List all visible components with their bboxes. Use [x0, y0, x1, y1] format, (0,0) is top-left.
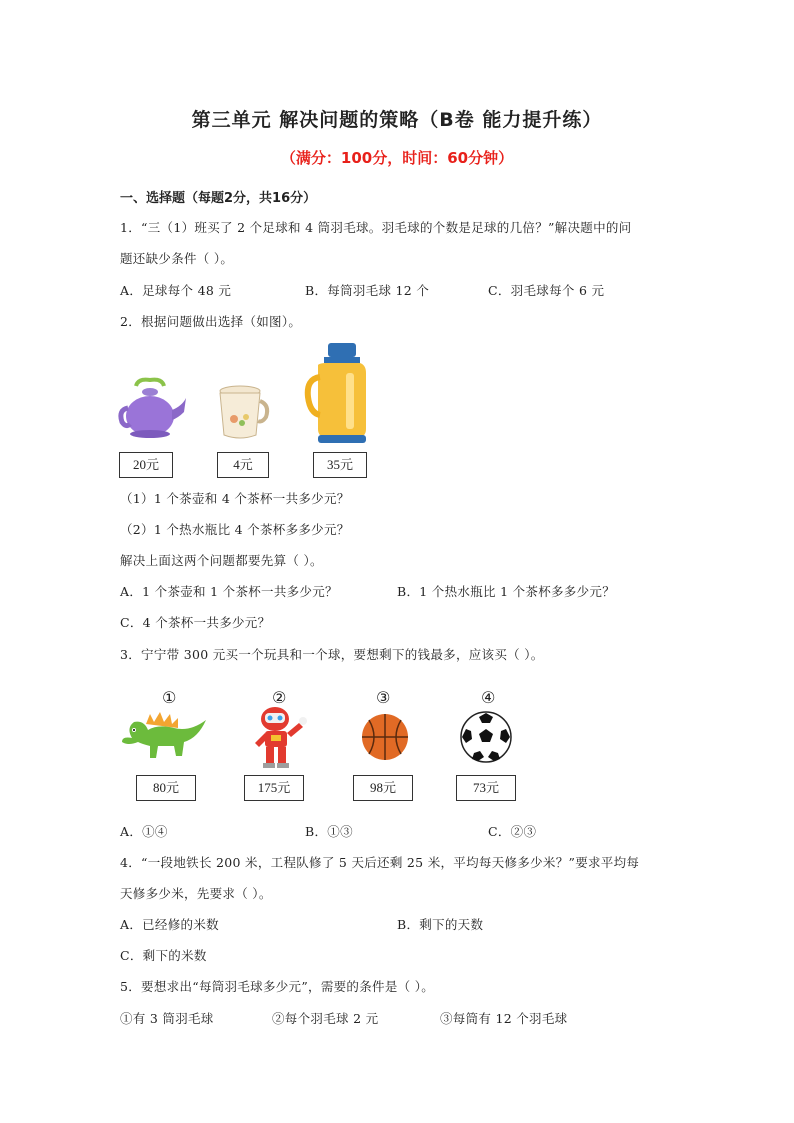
item2-price: 175元 — [244, 775, 304, 801]
robot-toy-image — [247, 705, 313, 769]
score-time-subtitle: （满分：100分，时间：60分钟） — [280, 149, 514, 167]
item-label-1: ① — [162, 688, 177, 707]
teapot-image — [118, 378, 188, 440]
thermos-price: 35元 — [313, 452, 367, 478]
q4-option-c: C．剩下的米数 — [120, 948, 207, 963]
item4-price: 73元 — [456, 775, 516, 801]
q5-condition-2: ②每个羽毛球 2 元 — [272, 1011, 379, 1026]
q3-option-b: B．①③ — [305, 824, 353, 839]
item3-price: 98元 — [353, 775, 413, 801]
q3-stem: 3．宁宁带 300 元买一个玩具和一个球，要想剩下的钱最多，应该买（ ）。 — [120, 647, 544, 662]
q2-ask: 解决上面这两个问题都要先算（ ）。 — [120, 553, 323, 568]
q2-option-c: C．4 个茶杯一共多少元？ — [120, 615, 271, 630]
q4-option-a: A．已经修的米数 — [120, 917, 219, 932]
q1-stem-line2: 题还缺少条件（ ）。 — [120, 251, 234, 266]
section-heading-choice: 一、选择题（每题2分，共16分） — [120, 191, 317, 206]
basketball-image — [361, 713, 409, 761]
page-title: 第三单元 解决问题的策略（B卷 能力提升练） — [191, 109, 603, 131]
item1-price: 80元 — [136, 775, 196, 801]
tea-cup-price: 4元 — [217, 452, 269, 478]
q3-option-c: C．②③ — [488, 824, 537, 839]
q2-sub-question-1: （1）1 个茶壶和 4 个茶杯一共多少元？ — [120, 491, 350, 506]
q5-stem: 5．要想求出“每筒羽毛球多少元”，需要的条件是（ ）。 — [120, 979, 435, 994]
q2-stem: 2．根据问题做出选择（如图）。 — [120, 314, 302, 329]
q2-option-a: A．1 个茶壶和 1 个茶杯一共多少元？ — [120, 584, 338, 599]
item-label-4: ④ — [481, 688, 496, 707]
item-label-2: ② — [272, 688, 287, 707]
q5-condition-3: ③每筒有 12 个羽毛球 — [440, 1011, 568, 1026]
q4-option-b: B．剩下的天数 — [397, 917, 484, 932]
q1-option-a: A．足球每个 48 元 — [120, 283, 232, 298]
dinosaur-toy-image — [118, 708, 208, 764]
q5-condition-1: ①有 3 筒羽毛球 — [120, 1011, 214, 1026]
q1-stem-line1: 1．“三（1）班买了 2 个足球和 4 筒羽毛球。羽毛球的个数是足球的几倍？”解决题中的问 — [120, 220, 632, 235]
thermos-image — [306, 343, 370, 443]
tea-cup-image — [216, 385, 268, 441]
q3-option-a: A．①④ — [120, 824, 168, 839]
q4-stem-line2: 天修多少米，先要求（ ）。 — [120, 886, 272, 901]
item-label-3: ③ — [376, 688, 391, 707]
q2-option-b: B．1 个热水瓶比 1 个茶杯多多少元？ — [397, 584, 616, 599]
q1-option-c: C．羽毛球每个 6 元 — [488, 283, 605, 298]
q4-stem-line1: 4．“一段地铁长 200 米，工程队修了 5 天后还剩 25 米，平均每天修多少米？”要求平均每 — [120, 855, 640, 870]
teapot-price: 20元 — [119, 452, 173, 478]
q2-sub-question-2: （2）1 个热水瓶比 4 个茶杯多多少元？ — [120, 522, 350, 537]
q1-option-b: B．每筒羽毛球 12 个 — [305, 283, 430, 298]
soccer-ball-image — [460, 711, 512, 763]
